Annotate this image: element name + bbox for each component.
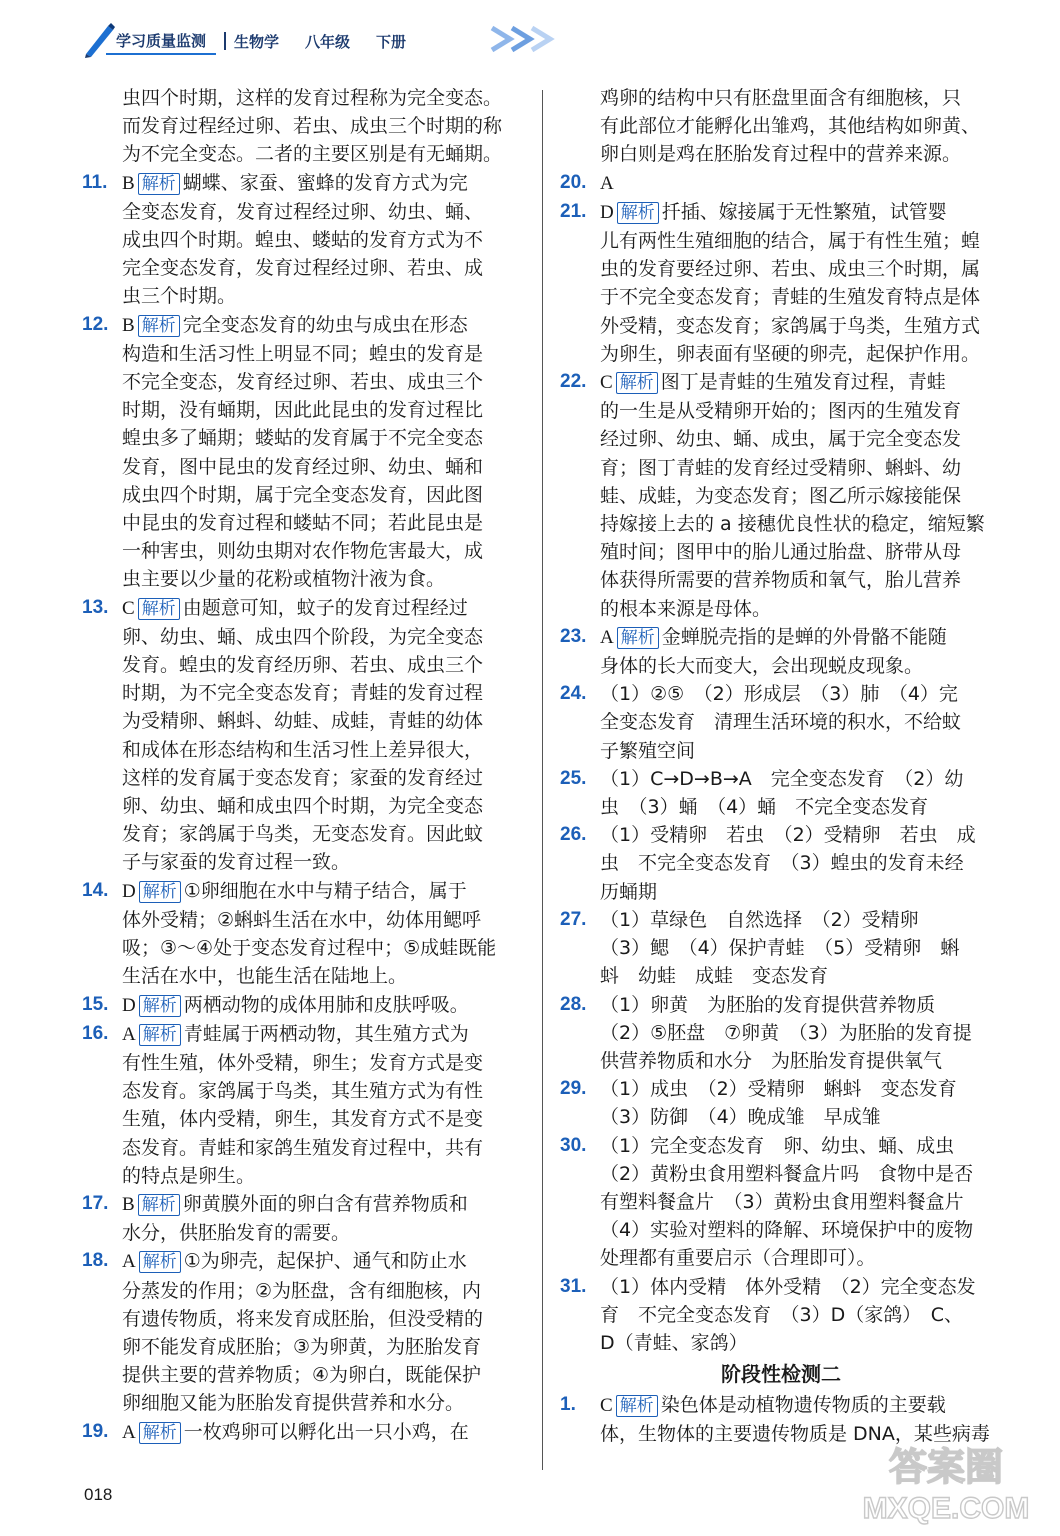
header-divider (224, 32, 226, 50)
question-number: 21. (560, 200, 587, 222)
question-number: 15. (82, 993, 109, 1015)
answer-text-line: 身体的长大而变大，会出现蜕皮现象。 (600, 655, 924, 678)
answer-text-line: 青蛙属于两栖动物，其生殖方式为 (183, 1022, 469, 1045)
answer-item (82, 594, 530, 877)
question-number: 16. (82, 1022, 109, 1044)
answer-text-line: 卵、幼虫、蛹和成虫四个时期，为完全变态 (122, 795, 484, 818)
grade-label: 八年级 (305, 32, 351, 51)
answer-text-line: 子与家蚕的发育过程一致。 (122, 851, 351, 874)
question-number: 29. (560, 1078, 587, 1100)
answer-text-line: （1）C→D→B→A 完全变态发育 （2）幼 (600, 767, 964, 790)
question-number: 28. (560, 993, 587, 1015)
answer-text-line: （3）防御 （4）晚成雏 早成雏 (600, 1106, 881, 1129)
answer-text-line: ①卵细胞在水中与精子结合，属于 (183, 879, 467, 902)
answer-choice: A (600, 172, 614, 194)
answer-text-line: 虫主要以少量的花粉或植物汁液为食。 (122, 568, 446, 591)
answer-text-line: （1）②⑤ （2）形成层 （3）肺 （4）完 (600, 683, 958, 706)
analysis-tag: 解析 (138, 598, 180, 620)
answer-text-line: （1）受精卵 若虫 （2）受精卵 若虫 成 (600, 824, 976, 847)
answer-text-line: 蝗虫多了蛹期；蝼蛄的发育属于不完全变态 (122, 427, 484, 450)
question-number: 11. (82, 171, 108, 193)
left-column (82, 84, 530, 1447)
answer-text-line: 的一生是从受精卵开始的；图丙的生殖发育 (600, 400, 962, 423)
answer-text-line: 态发育。青蛙和家鸽生殖发育过程中，共有 (122, 1136, 484, 1159)
answer-text-line: 扦插、嫁接属于无性繁殖，试管婴 (661, 200, 947, 223)
answer-text-line: 一枚鸡卵可以孵化出一只小鸡，在 (183, 1420, 469, 1443)
answer-item (82, 1247, 530, 1417)
answer-text-line: 态发育。家鸽属于鸟类，其生殖方式为有性 (122, 1080, 484, 1103)
question-number: 27. (560, 908, 587, 930)
answer-choice: D (600, 201, 614, 223)
continued-text-line: 为不完全变态。二者的主要区别是有无蛹期。 (122, 143, 503, 166)
answer-text-line: 分蒸发的作用；②为胚盘，含有细胞核，内 (122, 1279, 482, 1302)
answer-text-line: 这样的发育属于变态发育；家蚕的发育经过 (122, 766, 484, 789)
answer-text-line: 持嫁接上去的 a 接穗优良性状的稳定，缩短繁 (600, 513, 985, 536)
question-number: 31. (560, 1275, 587, 1297)
answer-text-line: D（青蛙、家鸽） (600, 1331, 748, 1354)
answer-item (82, 169, 530, 311)
question-number: 12. (82, 313, 109, 335)
question-number: 14. (82, 879, 109, 901)
answer-text-line: （1）草绿色 自然选择 （2）受精卵 (600, 908, 919, 931)
continued-text-line: 鸡卵的结构中只有胚盘里面含有细胞核，只 (600, 87, 962, 109)
analysis-tag: 解析 (138, 173, 180, 195)
question-number: 26. (560, 824, 587, 846)
question-number: 30. (560, 1134, 587, 1156)
answer-choice: A (122, 1421, 136, 1443)
analysis-tag: 解析 (139, 1422, 181, 1444)
analysis-tag: 解析 (139, 1251, 181, 1273)
watermark-logo (856, 1440, 1036, 1528)
answer-choice: D (122, 994, 136, 1016)
answer-text-line: 儿有两性生殖细胞的结合，属于有性生殖；蝗 (600, 230, 981, 253)
answer-item (560, 198, 1002, 368)
answer-item (82, 991, 530, 1020)
answer-choice: B (122, 1193, 135, 1215)
answer-text-line: 有遗传物质，将来发育成胚胎，但没受精的 (122, 1307, 484, 1330)
answer-item (82, 311, 530, 594)
answer-text-line: 两栖动物的成体用肺和皮肤呼吸。 (183, 993, 469, 1016)
question-number: 24. (560, 683, 587, 705)
answer-choice: C (600, 372, 613, 394)
answer-item (560, 680, 1002, 765)
answer-text-line: （1）完全变态发育 卵、幼虫、蛹、成虫 (600, 1134, 955, 1157)
answer-text-line: 体获得所需要的营养物质和氧气，胎儿营养 (600, 569, 962, 592)
answer-text-line: 发育；家鸽属于鸟类，无变态发育。因此蚊 (122, 823, 484, 846)
answer-item (82, 1020, 530, 1190)
answer-text-line: 染色体是动植物遗传物质的主要载 (660, 1394, 946, 1417)
answer-text-line: 提供主要的营养物质；④为卵白，既能保护 (122, 1364, 482, 1387)
page-number: 018 (84, 1485, 113, 1504)
answer-text-line: 不完全变态，发育经过卵、若虫、成虫三个 (122, 371, 484, 394)
answer-text-line: （3）鳃 （4）保护青蛙 （5）受精卵 蝌 (600, 937, 960, 960)
answer-text-line: 构造和生活习性上明显不同；蝗虫的发育是 (122, 342, 484, 365)
answer-text-line: 完全变态发育的幼虫与成虫在形态 (182, 313, 468, 336)
answer-text-line: （1）成虫 （2）受精卵 蝌蚪 变态发育 (600, 1078, 957, 1101)
answer-item (560, 368, 1002, 623)
answer-text-line: 的特点是卵生。 (122, 1164, 256, 1187)
answer-item (560, 623, 1002, 680)
answer-text-line: 卵不能发育成胚胎；③为卵黄，为胚胎发育 (122, 1335, 482, 1358)
analysis-tag: 解析 (139, 881, 181, 903)
answer-text-line: 虫的发育要经过卵、若虫、成虫三个时期，属 (600, 258, 981, 281)
question-number: 20. (560, 171, 587, 193)
answer-text-line: 外受精，变态发育；家鸽属于鸟类，生殖方式 (600, 314, 981, 337)
question-number: 23. (560, 625, 587, 647)
series-title: 学习质量监测 (106, 28, 216, 55)
answer-text-line: （1）体内受精 体外受精 （2）完全变态发 (600, 1275, 976, 1298)
answer-text-line: 生活在水中，也能生活在陆地上。 (122, 965, 408, 988)
answer-text-line: 完全变态发育，发育过程经过卵、若虫、成 (122, 257, 484, 280)
answer-choice: A (600, 626, 614, 648)
analysis-tag: 解析 (138, 1194, 180, 1216)
answer-item (560, 1132, 1002, 1273)
answer-text-line: 虫 不完全变态发育 （3）蝗虫的发育未经 (600, 852, 964, 875)
svg-text:MXQE.COM: MXQE.COM (862, 1492, 1030, 1525)
answer-text-line: 生殖，体内受精，卵生，其发育方式不是变 (122, 1108, 484, 1131)
answer-choice: A (122, 1023, 136, 1045)
answer-text-line: 由题意可知，蚊子的发育过程经过 (182, 596, 468, 619)
analysis-tag: 解析 (616, 1395, 658, 1417)
answer-text-line: 体外受精；②蝌蚪生活在水中，幼体用鳃呼 (122, 908, 482, 931)
answer-item (82, 877, 530, 991)
answer-text-line: 蚪 幼蛙 成蛙 变态发育 (600, 965, 829, 988)
answer-item (560, 169, 1002, 198)
answer-text-line: 的根本来源是母体。 (600, 597, 772, 620)
answer-text-line: 历蛹期 (600, 880, 658, 903)
answer-text-line: 一种害虫，则幼虫期对农作物危害最大，成 (122, 540, 484, 563)
answer-text-line: 吸；③～④处于变态发育过程中；⑤成蛙既能 (122, 937, 497, 960)
answer-text-line: 处理都有重要启示（合理即可）。 (600, 1247, 876, 1270)
answer-text-line: 于不完全变态发育；青蛙的生殖发育特点是体 (600, 286, 981, 309)
question-number: 25. (560, 767, 587, 789)
answer-text-line: 育 不完全变态发育 （3）D（家鸽） C、 (600, 1303, 963, 1326)
answer-text-line: 卵细胞又能为胚胎发育提供营养和水分。 (122, 1392, 465, 1415)
analysis-tag: 解析 (139, 1024, 181, 1046)
analysis-tag: 解析 (616, 372, 658, 394)
answer-text-line: 虫 （3）蛹 （4）蛹 不完全变态发育 (600, 796, 929, 819)
answer-text-line: （1）卵黄 为胚胎的发育提供营养物质 (600, 993, 936, 1016)
answer-text-line: 全变态发育，发育过程经过卵、幼虫、蛹、 (122, 200, 484, 223)
answer-text-line: 有塑料餐盒片 （3）黄粉虫食用塑料餐盒片 (600, 1190, 964, 1213)
subject-label: 生物学 (234, 32, 280, 51)
analysis-tag: 解析 (138, 315, 180, 337)
question-number: 17. (82, 1192, 109, 1214)
answer-text-line: 和成体在形态结构和生活习性上差异很大， (122, 738, 484, 761)
answer-text-line: 供营养物质和水分 为胚胎发育提供氧气 (600, 1049, 943, 1072)
answer-text-line: （2）黄粉虫食用塑料餐盒片吗 食物中是否 (600, 1162, 974, 1185)
analysis-tag: 解析 (617, 202, 659, 224)
answer-text-line: 水分，供胚胎发育的需要。 (122, 1222, 351, 1245)
continued-text-line: 有此部位才能孵化出雏鸡，其他结构如卵黄、 (600, 115, 981, 138)
answer-item (560, 1075, 1002, 1131)
answer-text-line: 中昆虫的发育过程和蝼蛄不同；若此昆虫是 (122, 512, 484, 535)
svg-text:答案圈: 答案圈 (888, 1445, 1004, 1489)
answer-text-line: 金蝉脱壳指的是蝉的外骨骼不能随 (661, 625, 947, 648)
answer-text-line: 卵、幼虫、蛹、成虫四个阶段，为完全变态 (122, 625, 484, 648)
answer-text-line: 时期，为不完全变态发育；青蛙的发育过程 (122, 682, 484, 705)
answer-text-line: 图丁是青蛙的生殖发育过程，青蛙 (660, 371, 946, 394)
answer-item (560, 1273, 1002, 1358)
answer-choice: D (122, 880, 136, 902)
answer-text-line: 子繁殖空间 (600, 739, 696, 762)
continued-text-line: 虫四个时期，这样的发育过程称为完全变态。 (122, 87, 503, 109)
answer-text-line: 发育。蝗虫的发育经历卵、若虫、成虫三个 (122, 654, 484, 677)
question-number: 13. (82, 596, 109, 618)
answer-text-line: 有性生殖，体外受精，卵生；发育方式是变 (122, 1051, 484, 1074)
answer-text-line: （4）实验对塑料的降解、环境保护中的废物 (600, 1219, 974, 1242)
question-number: 22. (560, 371, 587, 393)
answer-item (560, 906, 1002, 991)
analysis-tag: 解析 (617, 627, 659, 649)
answer-choice: B (122, 172, 135, 194)
answer-text-line: 体，生物体的主要遗传物质是 DNA，某些病毒 (600, 1423, 990, 1446)
answer-text-line: （2）⑤胚盘 ⑦卵黄 （3）为胚胎的发育提 (600, 1021, 972, 1044)
answer-text-line: 育；图丁青蛙的发育经过受精卵、蝌蚪、幼 (600, 456, 962, 479)
answer-choice: A (122, 1251, 136, 1273)
answer-text-line: 发育，图中昆虫的发育经过卵、幼虫、蛹和 (122, 455, 484, 478)
answer-text-line: 卵黄膜外面的卵白含有营养物质和 (182, 1192, 468, 1215)
chevron-right-icon (490, 24, 570, 54)
answer-item (560, 821, 1002, 906)
section-title: 阶段性检测二 (721, 1362, 841, 1387)
answer-text-line: 经过卵、幼虫、蛹、成虫，属于完全变态发 (600, 428, 962, 451)
continued-text (560, 84, 1002, 169)
question-number: 19. (82, 1420, 109, 1442)
answer-text-line: ①为卵壳，起保护、通气和防止水 (183, 1250, 467, 1273)
continued-text (82, 84, 530, 169)
answer-item (560, 991, 1002, 1076)
answer-text-line: 全变态发育 清理生活环境的积水，不给蚊 (600, 711, 962, 734)
answer-choice: C (122, 597, 135, 619)
volume-label: 下册 (376, 32, 407, 51)
answer-text-line: 蝴蝶、家蚕、蜜蜂的发育方式为完 (182, 171, 468, 194)
answer-choice: B (122, 314, 135, 336)
answer-item (82, 1190, 530, 1247)
answer-text-line: 时期，没有蛹期，因此此昆虫的发育过程比 (122, 399, 484, 422)
continued-text-line: 卵白则是鸡在胚胎发育过程中的营养来源。 (600, 143, 962, 166)
answer-text-line: 成虫四个时期。蝗虫、蝼蛄的发育方式为不 (122, 229, 484, 252)
answer-text-line: 为卵生，卵表面有坚硬的卵壳，起保护作用。 (600, 342, 981, 365)
question-number: 18. (82, 1250, 109, 1272)
answer-item (560, 765, 1002, 821)
answer-text-line: 殖时间；图甲中的胎儿通过胎盘、脐带从母 (600, 541, 962, 564)
answer-text-line: 虫三个时期。 (122, 285, 237, 308)
analysis-tag: 解析 (139, 995, 181, 1017)
answer-text-line: 成虫四个时期，属于完全变态发育，因此图 (122, 483, 484, 506)
continued-text-line: 而发育过程经过卵、若虫、成虫三个时期的称 (122, 115, 503, 138)
page-header (82, 22, 502, 58)
answer-text-line: 为受精卵、蝌蚪、幼蛙、成蛙，青蛙的幼体 (122, 710, 484, 733)
answer-text-line: 蛙、成蛙，为变态发育；图乙所示嫁接能保 (600, 484, 962, 507)
answer-item (82, 1418, 530, 1447)
header-band (106, 28, 526, 54)
right-column (560, 84, 1002, 1449)
question-number: 1. (560, 1394, 576, 1416)
answer-choice: C (600, 1395, 613, 1417)
column-divider (542, 90, 543, 1470)
